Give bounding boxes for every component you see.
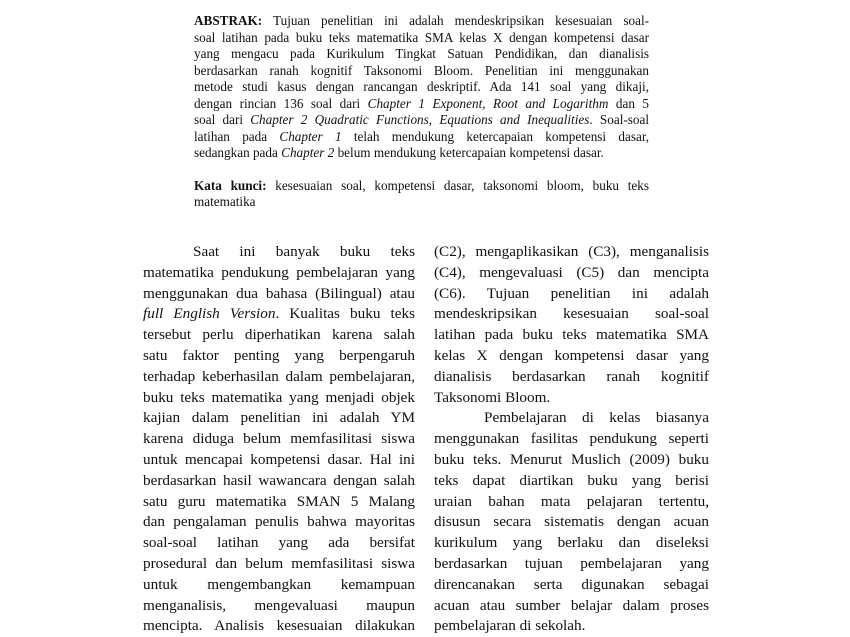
abstract-label: ABSTRAK: [194,13,263,28]
keywords-label: Kata kunci: [194,177,267,193]
body-line: terhadap keberhasilan dalam pembelajaran, [143,367,415,385]
body-line: uraian bahan mata pelajaran tertentu, [434,492,709,510]
body-line: satu guru matematika SMAN 5 Malang [143,492,415,510]
body-line: mencipta. Analisis kesesuaian dilakukan [143,617,415,635]
body-line: mendeskripsikan kesesuaian soal-soal [434,305,709,323]
body-line: latihan pada buku teks matematika SMA [434,326,709,344]
body-line: berdasarkan tujuan pembelajaran yang [434,554,709,572]
body-line: disusun secara sistematis dengan acuan [434,513,709,531]
body-line: satu faktor penting yang berpengaruh [143,346,415,364]
body-line: (C2), mengaplikasikan (C3), menganalisis [434,243,709,260]
body-line: (C6). Tujuan penelitian ini adalah [434,284,709,302]
body-line: berdasarkan hasil wawancara dengan salah [143,471,415,489]
body-line: kelas X dengan kompetensi dasar yang [434,346,709,364]
body-line: dan pengalaman penulis bahwa mayoritas [143,513,415,531]
body-line: (C4), mengevaluasi (C5) dan mencipta [434,263,709,281]
body-column-right [434,242,709,637]
chapter-2-title: Chapter 2 Quadratic Functions, Equations and Inequalities [250,112,590,127]
body-line: soal-soal latihan yang ada bersifat [143,534,415,552]
abstract-line: dengan rincian 136 soal dari Chapter 1 Exponent, Root and Logarithm dan 5 [194,95,649,111]
abstract-line: ABSTRAK: Tujuan penelitian ini adalah mendeskripsikan kesesuaian soal- [194,13,649,28]
abstract-line: yang mengacu pada Kurikulum Tingkat Satuan Pendidikan, dan dianalisis [194,46,649,61]
body-line: full English Version. Kualitas buku teks [143,305,415,323]
abstract-line: soal latihan pada buku teks matematika SMA kelas X dengan kompetensi dasar [194,29,649,45]
keywords-line: matematika [194,194,256,209]
body-line: prosedural dan belum memfasilitasi siswa [143,554,415,572]
body-line: Pembelajaran di kelas biasanya [484,409,709,427]
body-column-left [143,242,415,637]
abstract-line: berdasarkan ranah kognitif Taksonomi Bloom. Penelitian ini menggunakan [194,62,649,78]
body-line: pembelajaran di sekolah. [434,617,586,635]
body-line: Saat ini banyak buku teks [193,243,415,260]
abstract-line: soal dari Chapter 2 Quadratic Functions, Equations and Inequalities. Soal-soal [194,112,649,127]
body-line: Taksonomi Bloom. [434,388,551,406]
body-line: teks dapat diartikan buku yang berisi [434,471,709,489]
body-line: untuk mencapai kompetensi dasar. Hal ini [143,450,415,468]
body-line: buku teks matematika yang menjadi objek [143,388,415,406]
abstract-line: latihan pada Chapter 1 telah mendukung ketercapaian kompetensi dasar, [194,128,649,144]
body-line: matematika pendukung pembelajaran yang [143,263,415,281]
body-line: karena diduga belum memfasilitasi siswa [143,430,415,448]
body-line: acuan atau sumber belajar dalam proses [434,596,709,614]
body-line: untuk mengembangkan kemampuan [143,575,415,593]
body-line: dianalisis berdasarkan ranah kognitif [434,367,709,385]
body-line: kurikulum yang berlaku dan diseleksi [434,534,709,552]
abstract-line: metode studi kasus dengan rancangan deskriptif. Ada 141 soal yang dikaji, [194,79,649,94]
body-line: menggunakan fasilitas pendukung seperti [434,430,709,448]
body-line: direncanakan serta digunakan sebagai [434,575,709,593]
chapter-1-title: Chapter 1 Exponent, Root and Logarithm [367,95,609,111]
keywords: Kata kunci: kesesuaian soal, kompetensi dasar, taksonomi bloom, buku teks [194,177,649,193]
body-line: buku teks. Menurut Muslich (2009) buku [434,450,709,468]
abstract-line: sedangkan pada Chapter 2 belum mendukung ketercapaian kompetensi dasar. [194,145,604,160]
body-line: menggunakan dua bahasa (Bilingual) atau [143,284,415,302]
body-line: menganalisis, mengevaluasi maupun [143,596,415,614]
body-line: tersebut perlu diperhatikan karena salah [143,326,415,344]
abstract [194,13,649,211]
body-line: kajian dalam penelitian ini adalah YM [143,409,415,427]
